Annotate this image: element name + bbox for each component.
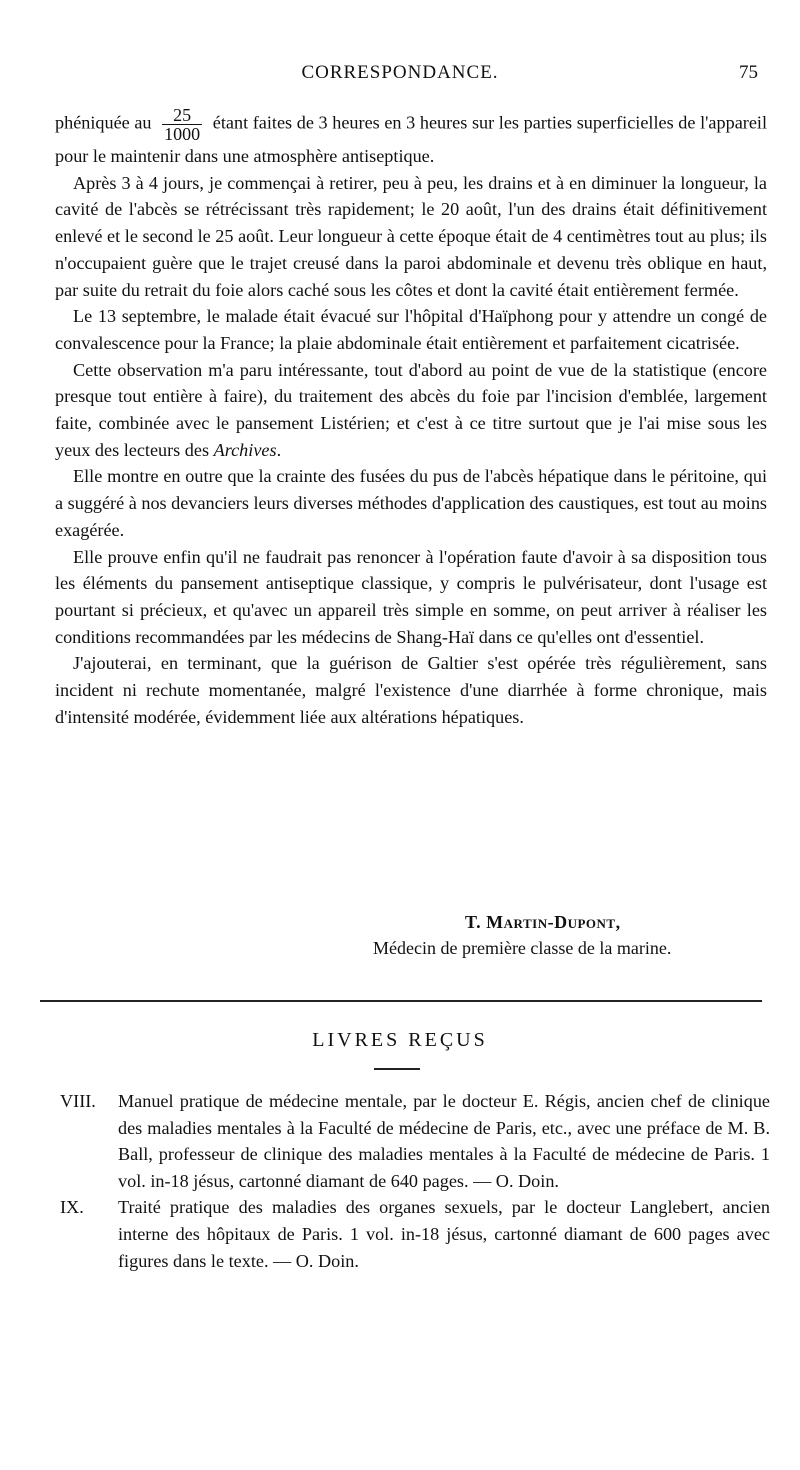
paragraph-caustiques: Elle montre en outre que la crainte des fusées du pus de l'abcès hépatique dans le péritoine, qui a suggéré à nos devanciers leurs diverses méthodes d'application des caustiques, est tout au moins exagérée. [55, 466, 767, 540]
book-entry: Traité pratique des maladies des organes sexuels, par le docteur Langlebert, ancien interne des hôpitaux de Paris. 1 vol. in-18 jésus, cartonné diamant de 600 pages avec figures dans le texte. — O. Doin. [118, 1197, 770, 1271]
article-body [55, 106, 767, 730]
paragraph-drains: Après 3 à 4 jours, je commençai à retirer, peu à peu, les drains et à en diminuer la longueur, la cavité de l'abcès se rétrécissant très rapidement; le 20 août, l'un des drains était définitivement enlevé et le second le 25 août. Leur longueur à cette époque était de 4 centimètres tout au plus; ils n'occupaient guère que le trajet creusé dans la paroi abdominale et devenu très oblique en haut, par suite du retrait du foie alors caché sous les côtes et dont la cavité était entièrement fermée. [55, 172, 767, 300]
paragraph-evacuation: Le 13 septembre, le malade était évacué sur l'hôpital d'Haïphong pour y attendre un congé de convalescence pour la France; la plaie abdominale était entièrement et parfaitement cicatrisée. [55, 306, 767, 353]
book-entry: Manuel pratique de médecine mentale, par le docteur E. Régis, ancien chef de clinique des maladies mentales à la Faculté de médecine de Paris, etc., avec une préface de M. B. Ball, professeur de clinique des maladies mentales à la Faculté de médecine de Paris. 1 vol. in-18 jésus, cartonné diamant de 640 pages. — O. Doin. [118, 1091, 770, 1191]
book-number: IX. [60, 1197, 84, 1218]
paragraph-continuation [55, 106, 767, 170]
book-number: VIII. [60, 1091, 96, 1111]
page-number: 75 [739, 62, 758, 83]
paragraph-observation [55, 357, 767, 464]
fraction-denominator: 1000 [164, 124, 201, 144]
p3-after: . [276, 439, 282, 460]
fraction [162, 106, 202, 143]
list-item [60, 1088, 770, 1194]
books-list [60, 1088, 770, 1274]
list-item [60, 1194, 770, 1274]
p0-before: phéniquée au [55, 112, 152, 133]
running-title: CORRESPONDANCE. [301, 62, 499, 83]
paragraph-conclusion: J'ajouterai, en terminant, que la guérison de Galtier s'est opérée très régulièrement, sans incident ni rechute momentanée, malgré l'existence d'une diarrhée à forme chronique, mais d'intensité modérée, évidemment liée aux altérations hépatiques. [55, 653, 767, 727]
section-title: LIVRES REÇUS [312, 1029, 488, 1051]
author-signature: T. Martin-Dupont, [465, 912, 621, 932]
author-role: Médecin de première classe de la marine. [373, 938, 672, 958]
archives-italic: Archives [213, 439, 277, 460]
p3-before: Cette observation m'a paru intéressante, tout d'abord au point de vue de la statistique (encore presque tout entière à faire), du traitement des abcès du foie par l'incision d'emblée, largement faite, combinée avec le pansement Listérien; et c'est à ce titre surtout que je l'ai mise sous les yeux des lecteurs des [55, 359, 767, 460]
title-underline [374, 1068, 420, 1070]
paragraph-pansement: Elle prouve enfin qu'il ne faudrait pas renoncer à l'opération faute d'avoir à sa disposition tous les éléments du pansement antiseptique classique, y compris le pulvérisateur, dont l'usage est pourtant si précieux, et qu'avec un appareil très simple en somme, on peut arriver à réaliser les conditions recommandées par les médecins de Shang-Haï dans ce qu'elles ont d'essentiel. [55, 546, 767, 647]
p0-after: étant faites de 3 heures en 3 heures sur les parties superficielles de l'appareil pour le maintenir dans une atmosphère antiseptique. [55, 112, 767, 166]
page-header [40, 62, 760, 92]
section-divider [40, 1000, 762, 1002]
fraction-numerator: 25 [173, 105, 192, 125]
